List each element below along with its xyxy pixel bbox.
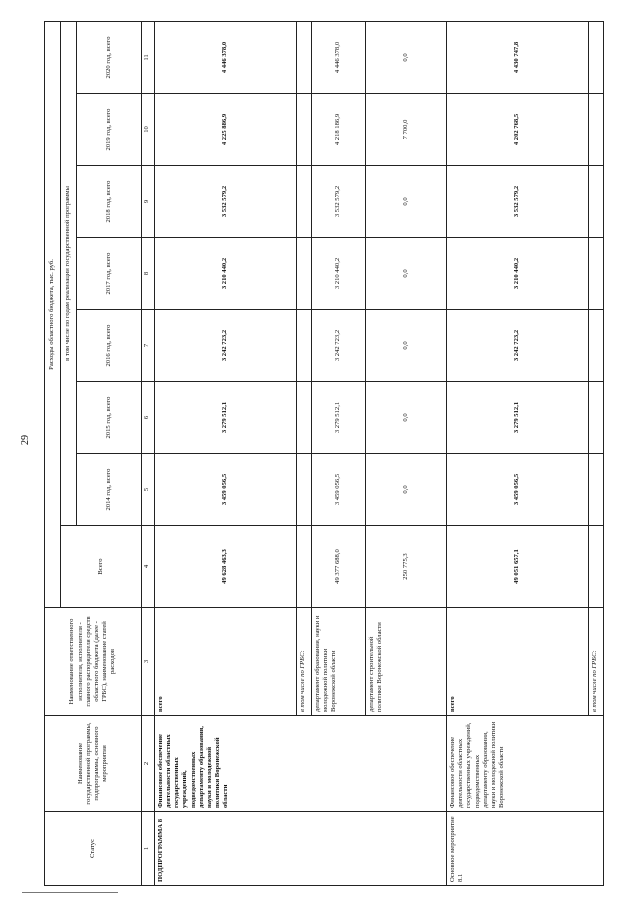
- value-cell: 3 242 723,2: [311, 310, 365, 382]
- value-cell: [589, 238, 604, 310]
- value-cell: 3 279 512,1: [446, 382, 588, 454]
- header-year-2015: 2015 год, всего: [76, 382, 141, 454]
- value-cell: [296, 238, 311, 310]
- value-cell: 3 210 440,2: [311, 238, 365, 310]
- value-cell: [589, 526, 604, 608]
- value-cell: 3 279 512,1: [311, 382, 365, 454]
- program-name-cell: Финансовое обеспечение деятельности областных государственных учреждений, подведомственных департаменту образования, науки и молодежной политики Воронежской области: [154, 716, 446, 812]
- column-number: 10: [141, 94, 154, 166]
- value-cell: 4 218 186,9: [311, 94, 365, 166]
- value-cell: 4 446 378,0: [311, 21, 365, 93]
- header-year-2018: 2018 год, всего: [76, 166, 141, 238]
- value-cell: [589, 310, 604, 382]
- budget-table-container: [44, 22, 604, 886]
- value-cell: [296, 526, 311, 608]
- column-number: 4: [141, 526, 154, 608]
- value-cell: 3 459 056,5: [446, 454, 588, 526]
- value-cell: 3 532 579,2: [446, 166, 588, 238]
- header-executor: Наименование ответственного исполнителя, исполнителя - главного распорядителя средств областного бюджета (далее - ГРБС), наименование статей расходов: [45, 608, 142, 716]
- column-number: 11: [141, 21, 154, 93]
- column-number: 7: [141, 310, 154, 382]
- value-cell: 3 242 723,2: [446, 310, 588, 382]
- value-cell: 3 279 512,1: [154, 382, 296, 454]
- value-cell: 49 377 688,0: [311, 526, 365, 608]
- value-cell: 0,0: [365, 21, 446, 93]
- table-row: [446, 21, 588, 885]
- value-cell: 4 446 378,0: [154, 21, 296, 93]
- value-cell: 0,0: [365, 382, 446, 454]
- column-number: 9: [141, 166, 154, 238]
- value-cell: 49 628 463,3: [154, 526, 296, 608]
- column-number: 2: [141, 716, 154, 812]
- column-number: 6: [141, 382, 154, 454]
- value-cell: 3 459 056,5: [154, 454, 296, 526]
- header-year-2017: 2017 год, всего: [76, 238, 141, 310]
- value-cell: 0,0: [365, 166, 446, 238]
- value-cell: [589, 21, 604, 93]
- value-cell: [296, 310, 311, 382]
- header-year-2016: 2016 год, всего: [76, 310, 141, 382]
- value-cell: 3 210 440,2: [154, 238, 296, 310]
- executor-cell: в том числе по ГРБС:: [589, 608, 604, 716]
- column-number-row: [141, 21, 154, 885]
- value-cell: 3 532 579,2: [311, 166, 365, 238]
- header-by-years: в том числе по годам реализации государственной программы: [60, 21, 76, 525]
- value-cell: 0,0: [365, 310, 446, 382]
- header-year-2014: 2014 год, всего: [76, 454, 141, 526]
- table-row: [154, 21, 296, 885]
- value-cell: 7 700,0: [365, 94, 446, 166]
- value-cell: [296, 382, 311, 454]
- value-cell: [296, 94, 311, 166]
- status-cell: ПОДПРОГРАММА 8: [154, 812, 446, 886]
- footer-rule: [22, 892, 118, 893]
- value-cell: 4 430 747,8: [446, 21, 588, 93]
- value-cell: [296, 454, 311, 526]
- value-cell: 3 459 056,5: [311, 454, 365, 526]
- value-cell: 4 202 768,5: [446, 94, 588, 166]
- column-number: 8: [141, 238, 154, 310]
- header-total: Всего: [60, 526, 141, 608]
- value-cell: [589, 94, 604, 166]
- header-year-2020: 2020 год, всего: [76, 21, 141, 93]
- executor-cell: департамент строительной политики Воронежской области: [365, 608, 446, 716]
- value-cell: 4 225 886,9: [154, 94, 296, 166]
- value-cell: 49 051 657,1: [446, 526, 588, 608]
- executor-cell: департамент образования, науки и молодежной политики Воронежской области: [311, 608, 365, 716]
- value-cell: 0,0: [365, 238, 446, 310]
- value-cell: 250 775,3: [365, 526, 446, 608]
- value-cell: [589, 382, 604, 454]
- value-cell: [589, 454, 604, 526]
- budget-table: [44, 21, 604, 886]
- executor-cell: в том числе по ГРБС:: [296, 608, 311, 716]
- page-number: 29: [20, 435, 31, 445]
- column-number: 3: [141, 608, 154, 716]
- header-year-2019: 2019 год, всего: [76, 94, 141, 166]
- status-cell: Основное мероприятие 8.1: [446, 812, 603, 886]
- value-cell: [296, 21, 311, 93]
- program-name-cell: Финансовое обеспечение деятельности областных государственных учреждений, подведомственных департаменту образования, науки и молодежной политики Воронежской области: [446, 716, 603, 812]
- value-cell: [296, 166, 311, 238]
- header-expenses-group: Расходы областного бюджета, тыс. руб.: [45, 21, 61, 607]
- value-cell: [589, 166, 604, 238]
- header-status: Статус: [45, 812, 142, 886]
- header-program-name: Наименование государственной программы, подпрограммы, основного мероприятия: [45, 716, 142, 812]
- value-cell: 3 210 440,2: [446, 238, 588, 310]
- column-number: 1: [141, 812, 154, 886]
- executor-cell: всего: [446, 608, 588, 716]
- value-cell: 0,0: [365, 454, 446, 526]
- executor-cell: всего: [154, 608, 296, 716]
- value-cell: 3 532 579,2: [154, 166, 296, 238]
- value-cell: 3 242 723,2: [154, 310, 296, 382]
- column-number: 5: [141, 454, 154, 526]
